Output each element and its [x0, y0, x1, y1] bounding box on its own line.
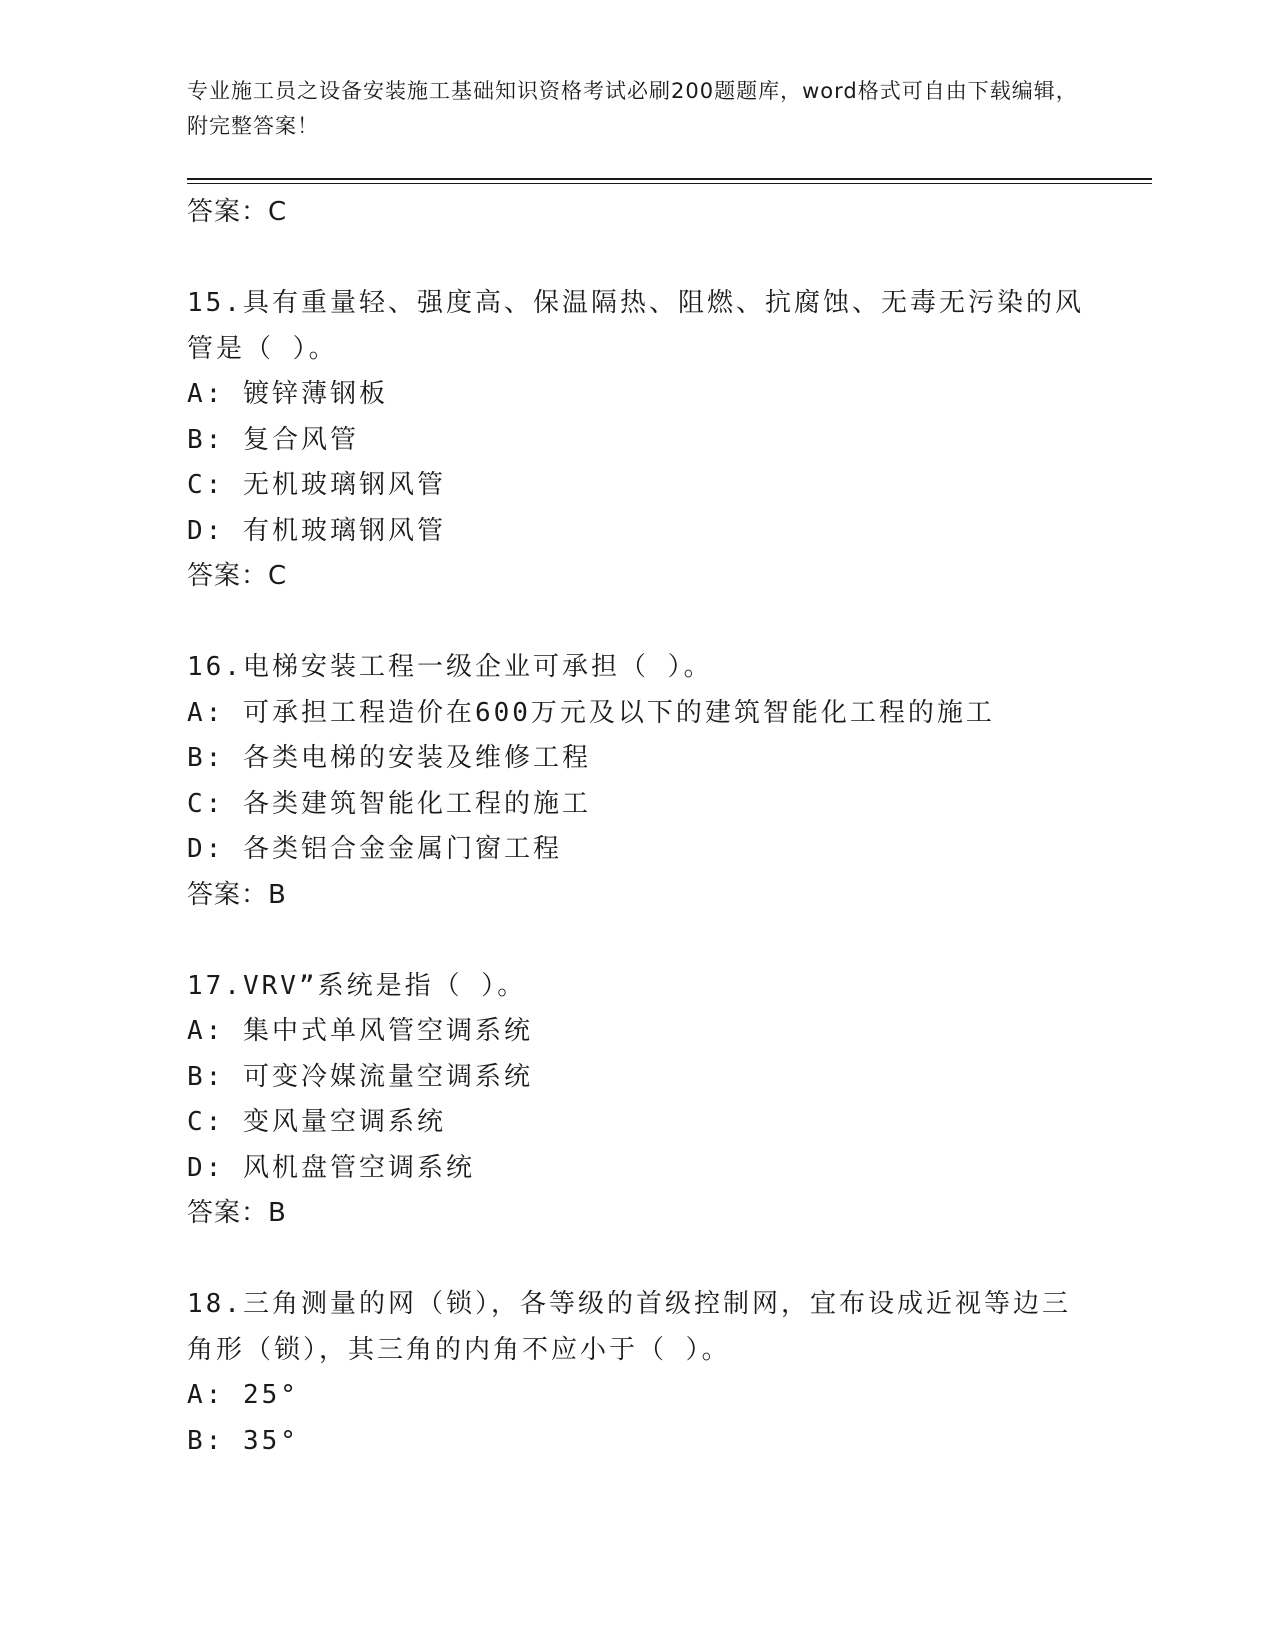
question-block: [187, 1282, 1087, 1464]
option-d: D: 各类铝合金金属门窗工程: [187, 834, 562, 864]
document-body: [187, 190, 1087, 1464]
option-b: B: 35°: [187, 1425, 299, 1456]
option-d: D: 风机盘管空调系统: [187, 1152, 475, 1183]
spacer: [187, 1237, 1087, 1283]
option-c: C: 各类建筑智能化工程的施工: [187, 788, 591, 819]
option-b: B: 可变冷媒流量空调系统: [187, 1061, 533, 1092]
option-a: A: 可承担工程造价在600万元及以下的建筑智能化工程的施工: [187, 697, 995, 728]
question-stem: 15.具有重量轻、强度高、保温隔热、阻燃、抗腐蚀、无毒无污染的风管是（ ）。: [187, 288, 1084, 364]
question-stem: 16.电梯安装工程一级企业可承担（ ）。: [187, 652, 713, 682]
option-a: A: 25°: [187, 1380, 299, 1410]
option-a: A: 集中式单风管空调系统: [187, 1016, 533, 1046]
spacer: [187, 918, 1087, 964]
question-stem: 18.三角测量的网（锁），各等级的首级控制网，宜布设成近视等边三角形（锁），其三角的内角不应小于（ ）。: [187, 1289, 1071, 1365]
question-block: [187, 964, 1087, 1237]
option-b: B: 各类电梯的安装及维修工程: [187, 743, 591, 773]
question-block: [187, 645, 1087, 918]
spacer: [187, 600, 1087, 646]
document-header: 专业施工员之设备安装施工基础知识资格考试必刷200题题库，word格式可自由下载编辑，附完整答案！: [187, 79, 1078, 138]
spacer: [187, 236, 1087, 282]
answer-line: 答案：C: [187, 197, 288, 227]
question-stem: 17.VRV”系统是指（ ）。: [187, 970, 527, 1001]
option-a: A: 镀锌薄钢板: [187, 379, 388, 409]
answer-line: 答案：B: [187, 879, 287, 910]
option-c: C: 无机玻璃钢风管: [187, 470, 446, 500]
option-b: B: 复合风管: [187, 424, 359, 455]
answer-line: 答案：C: [187, 561, 288, 591]
option-d: D: 有机玻璃钢风管: [187, 515, 446, 546]
header-divider: [187, 178, 1152, 180]
answer-line: 答案：B: [187, 1198, 287, 1228]
option-c: C: 变风量空调系统: [187, 1107, 446, 1137]
header-divider-thin: [187, 183, 1152, 184]
question-block: [187, 281, 1087, 600]
